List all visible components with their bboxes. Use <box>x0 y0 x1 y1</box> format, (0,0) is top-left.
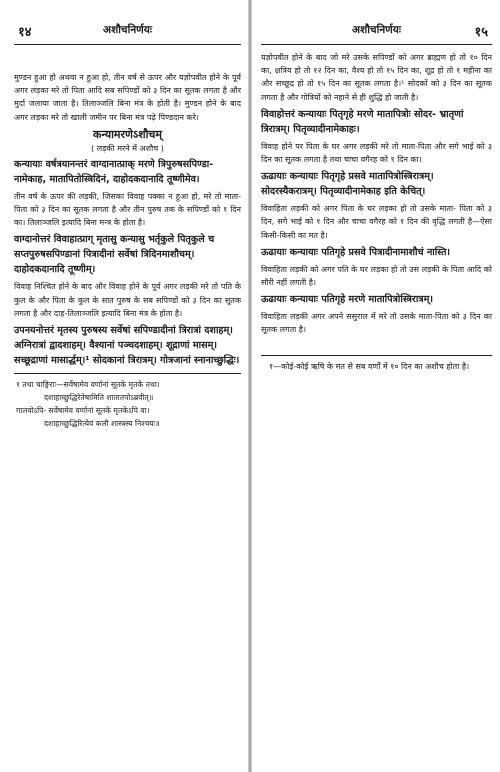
right-page-header <box>261 22 492 45</box>
left-footnote-line-1: १ तथा चाङ्गिराः—सर्वेषामेव वर्णानां सूतके मृतके तथा। <box>16 380 160 390</box>
left-footnote-line-4: दशाहाच्छुद्धिरित्येवं कलौ शास्त्रस्य निश्चयः॥ <box>44 419 160 429</box>
right-footnote: १—कोई-कोई ऋषि के मत से सब वर्णों में १० दिन का अशौच होता है। <box>269 361 470 371</box>
right-page <box>253 0 500 772</box>
left-paragraph-2: तीन वर्ष के ऊपर की लड़की, जिसका विवाह पक्का न हुआ हो, मरे तो माता-पिता को ३ दिन का सूतक लगता है और तीन पुरुष तक के सपिण्डों को १ दिन का। तिलाञ्जलि इत्यादि बिना मन्त्र के होता है। <box>14 191 241 228</box>
left-running-title: अशौचनिर्णयः <box>103 24 152 36</box>
right-paragraph-1: यज्ञोपवीत होने के बाद जो मरे उसके सपिण्डों को अगर ब्राह्मण हो तो १० दिन का, क्षत्रिय हो तो १२ दिन का, वैश्य हो तो १५ दिन का, शूद्र हो तो १ महीना का और सच्छूद्र हो तो १५ दिन का सूतक लगता है।¹ सोदकों को ३ दिन का सूतक लगता है और गोत्रियों को नहाने से ही शुद्धि हो जाती है। <box>261 53 492 102</box>
left-page-header <box>14 22 241 45</box>
left-sanskrit-verse-3: उपनयनोत्तरं मृतस्य पुरुषस्य सर्वेषां सपिण्डादीनां त्रिरात्रां दशाहम्। अग्निरात्रां द्वादशाहम्। वैश्यानां पञ्चदशाहम्। शूद्राणां मासम्। सच्छूद्राणां मासार्द्धम्।¹ सोदकानां त्रिरात्रम्। गोत्रजानां स्नानाच्छुद्धिः। <box>14 325 240 367</box>
section-heading: कन्यामरणेऽशौचम् <box>93 127 162 141</box>
left-page <box>0 0 247 772</box>
right-sanskrit-verse-1: विवाहोत्तरं कन्यायाः पितृगृहे मरणे मातापित्रोः सोदर- भ्रातृणां त्रिरात्रम्। पितृव्यादीनामेकाहः। <box>261 108 464 135</box>
left-footnote-line-3: गालवोऽपि- सर्वेषामेव वर्णानां सूतके मृतकेऽपि वा। <box>16 406 150 416</box>
section-subheading: ( लड़की मरने में अशौच ) <box>91 143 164 153</box>
right-footnote-rule <box>261 355 492 356</box>
right-paragraph-5: विवाहिता लड़की अगर अपने ससुराल में मरे तो उसके माता-पिता को ३ दिन का सूतक लगता है। <box>261 312 492 335</box>
right-running-title: अशौचनिर्णयः <box>352 24 401 36</box>
right-sanskrit-verse-2: ऊढायाः कन्यायाः पितृगृहे प्रसवे मातापित्रोस्त्रिरात्रम्। सोदरस्यैकरात्रम्। पितृव्यादीनामेकाह इति केचित्। <box>261 171 434 198</box>
right-sanskrit-verse-4: ऊढायाः कन्यायाः पतिगृहे मरणे मातापित्रोस्त्रिरात्रम्। <box>261 294 433 306</box>
left-footnote-line-2: दशाहाच्छुद्धिरेतेषामिति शातातपोऽब्रवीत्॥ <box>44 393 154 403</box>
right-paragraph-2: विवाह होने पर पिता के घर अगर लड़की मरे तो माता-पिता और सगे भाई को ३ दिन का सूतक लगता है तथा चाचा वगैरह को १ दिन का। <box>261 141 492 165</box>
right-sanskrit-verse-3: ऊढायाः कन्यायाः पतिगृहे प्रसवे पित्रादीनामाशौचं नास्ति। <box>261 246 451 258</box>
right-paragraph-3: विवाहिता लड़की को अगर पिता के घर लड़का हो तो उसके माता- पिता को ३ दिन, सगे भाई को १ दिन और चाचा वगैरह को १ दिन की वृद्धि लगती है—ऐसा किसी-किसी का मत है। <box>261 204 492 240</box>
left-sanskrit-verse-2: वाग्दानोत्तरं विवाहात्प्राग् मृतासु कन्यासु भर्तृकुले पितृकुले च सप्तपुरुषसपिण्डानां पित्रादीनां सर्वेषां त्रिदिनमाशौचम्। दाहोदकदानादि तूष्णीम्। <box>14 234 215 276</box>
right-paragraph-4: विवाहिता लड़की को अगर पति के घर लड़का हो तो उस लड़की के पिता आदि को सौरी नहीं लगती है। <box>261 264 492 288</box>
right-page-number: १५ <box>474 25 488 40</box>
left-footnote-rule <box>14 373 241 374</box>
left-page-number: १४ <box>18 25 32 40</box>
left-paragraph-3: विवाह निश्चित होने के बाद और विवाह होने के पूर्व अगर लड़की मरे तो पति के कुल के और पिता के कुल के सात पुरुष के सब सपिण्डों को ३ दिन का सूतक लगता है और दाह-तिलाञ्जलि इत्यादि बिना मंत्र के होता है। <box>14 282 241 318</box>
left-sanskrit-verse-1: कन्यायाः वर्षत्रयानन्तरं वाग्दानात्प्राक् मरणे त्रिपुरुषसपिण्डा- नामेकाह, मातापितोस्त्रिदिनं, दाहोदकदानादि तूष्णीमेव। <box>14 158 214 185</box>
left-paragraph-1: मुण्डन हुआ हो अथवा न हुआ हो, तीन वर्ष से ऊपर और यज्ञोपवीत होने के पूर्व अगर लड़का मरे तो पिता आदि सब सपिण्डों को ३ दिन का सूतक लगता है और मुर्दा जलाया जाता है। तिलाञ्जलि बिना मंत्र के होती है। मुण्डन होने के बाद अगर लड़का मरे तो खाली जमीन पर बिना मंत्र पढ़े पिण्डदान करे। <box>14 73 241 122</box>
book-gutter <box>248 0 252 772</box>
